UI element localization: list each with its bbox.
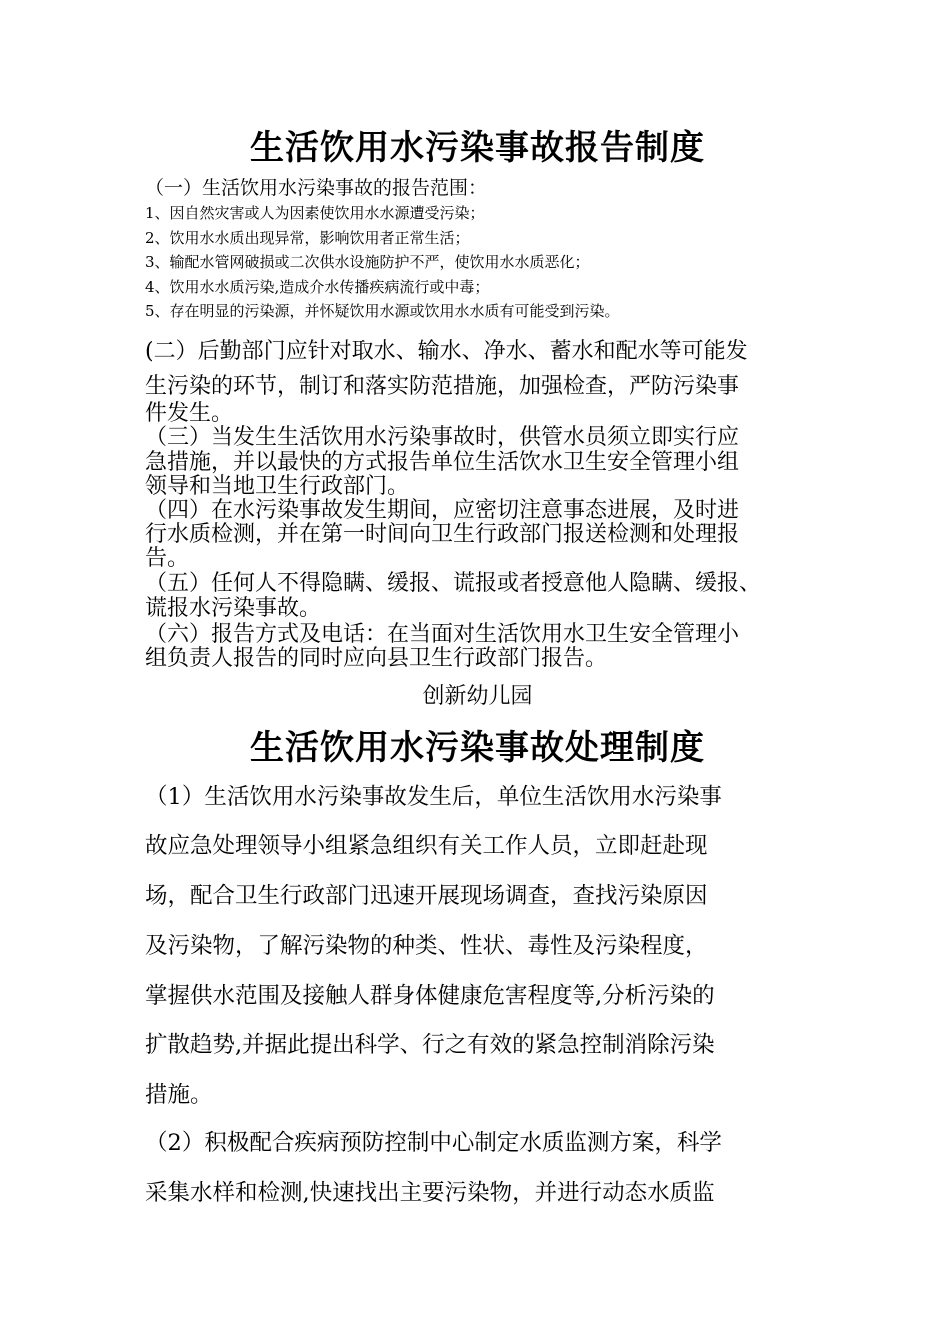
paragraph-line: 掌握供水范围及接触人群身体健康危害程度等,分析污染的 [145, 983, 715, 1009]
paragraph-line: 生污染的环节，制订和落实防范措施，加强检查，严防污染事 [145, 374, 740, 399]
paragraph-line: 件发生。 [145, 401, 234, 426]
paragraph-line: 故应急处理领导小组紧急组织有关工作人员，立即赶赴现 [145, 833, 708, 859]
paragraph-line: (二）后勤部门应针对取水、输水、净水、蓄水和配水等可能发 [145, 339, 748, 364]
paragraph-line: （三）当发生生活饮用水污染事故时，供管水员须立即实行应 [145, 425, 740, 450]
list-item: 3、输配水管网破损或二次供水设施防护不严，使饮用水水质恶化； [145, 253, 590, 271]
paragraph-line: （2）积极配合疾病预防控制中心制定水质监测方案，科学 [145, 1130, 722, 1156]
paragraph-line: （六）报告方式及电话：在当面对生活饮用水卫生安全管理小 [145, 622, 740, 647]
paragraph-line: （四）在水污染事故发生期间，应密切注意事态进展，及时进 [145, 498, 740, 523]
paragraph-line: 领导和当地卫生行政部门。 [145, 474, 410, 499]
paragraph-line: 组负责人报告的同时应向县卫生行政部门报告。 [145, 646, 608, 671]
paragraph-line: 扩散趋势,并据此提出科学、行之有效的紧急控制消除污染 [145, 1032, 715, 1058]
paragraph-line: 行水质检测，并在第一时间向卫生行政部门报送检测和处理报 [145, 522, 740, 547]
paragraph-line: 采集水样和检测,快速找出主要污染物，并进行动态水质监 [145, 1180, 715, 1206]
handling-policy-title: 生活饮用水污染事故处理制度 [250, 728, 705, 768]
paragraph-line: （五）任何人不得隐瞒、缓报、谎报或者授意他人隐瞒、缓报、 [145, 571, 762, 596]
list-item: 5、存在明显的污染源，并怀疑饮用水源或饮用水水质有可能受到污染。 [145, 302, 620, 320]
list-item: 2、饮用水水质出现异常，影响饮用者正常生活； [145, 229, 470, 247]
paragraph-line: 场，配合卫生行政部门迅速开展现场调查，查找污染原因 [145, 883, 708, 909]
report-policy-title: 生活饮用水污染事故报告制度 [250, 128, 705, 168]
paragraph-line: 急措施，并以最快的方式报告单位生活饮水卫生安全管理小组 [145, 450, 740, 475]
paragraph-line: 谎报水污染事故。 [145, 596, 322, 621]
paragraph-line: 告。 [145, 546, 190, 571]
paragraph-line: 措施。 [145, 1082, 213, 1108]
organization-name: 创新幼儿园 [422, 684, 533, 709]
paragraph-line: （1）生活饮用水污染事故发生后，单位生活饮用水污染事 [145, 784, 722, 810]
paragraph-line: 及污染物，了解污染物的种类、性状、毒性及污染程度， [145, 933, 708, 959]
list-item: 1、因自然灾害或人为因素使饮用水水源遭受污染； [145, 204, 485, 222]
list-item: 4、饮用水水质污染,造成介水传播疾病流行或中毒； [145, 278, 490, 296]
section1-heading: （一）生活饮用水污染事故的报告范围： [145, 177, 488, 199]
